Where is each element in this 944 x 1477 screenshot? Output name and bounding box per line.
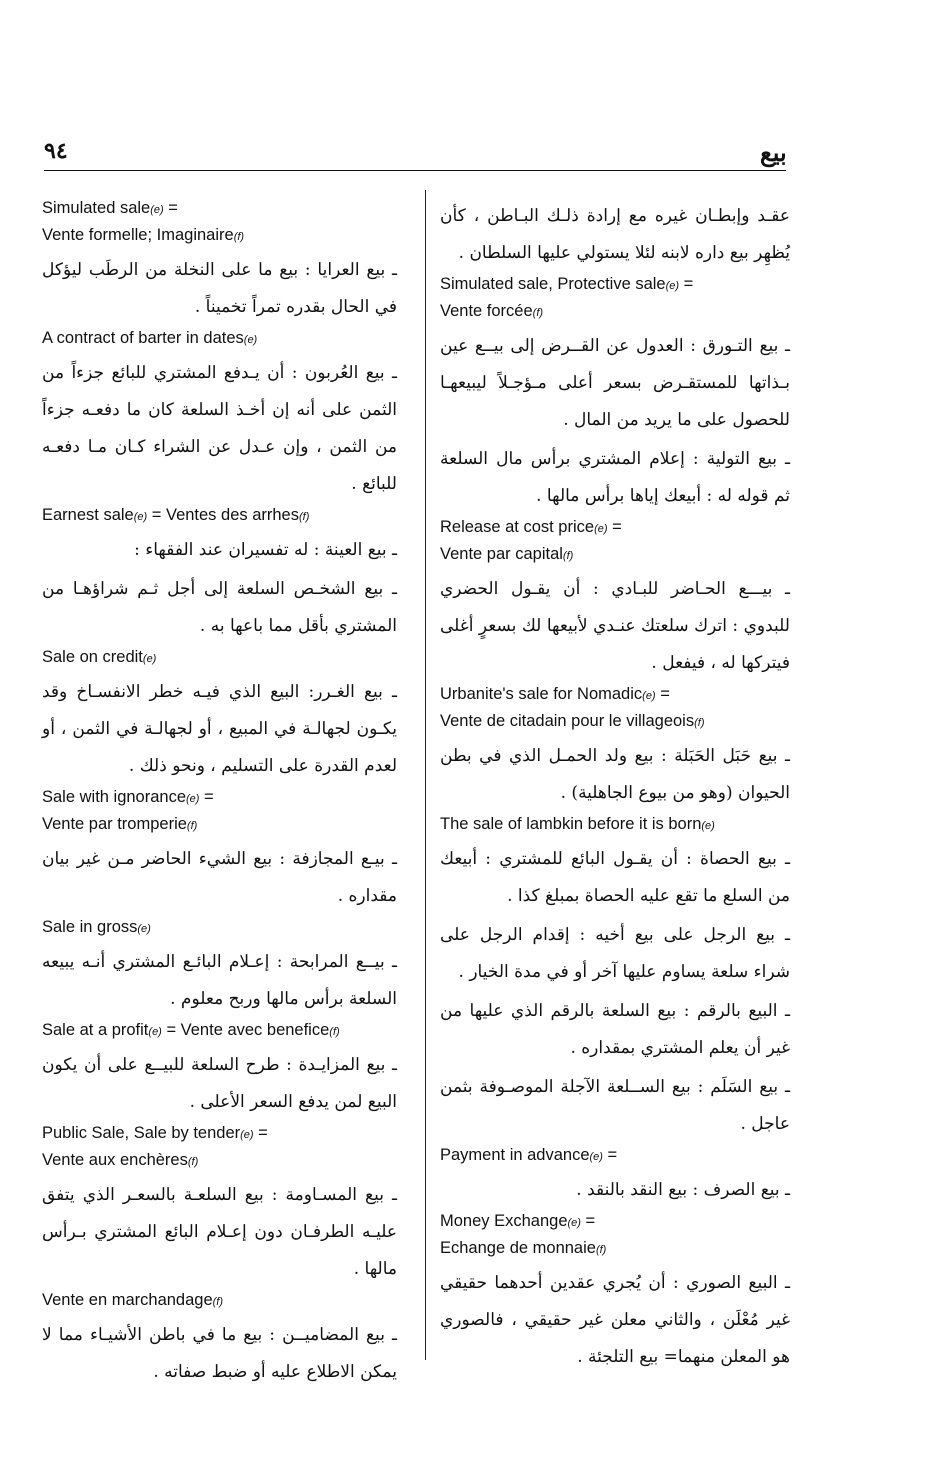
translation-text: Vente de citadain pour le villageois [440,712,695,730]
translation-line [440,1143,790,1170]
translation-text: Echange de monnaie [440,1239,596,1257]
translation-line [42,196,397,223]
translation-text: A contract of barter in dates [42,329,244,347]
translation-line [42,1121,397,1148]
language-tag: (f) [233,231,245,243]
language-tag: (e) [594,523,608,535]
translation-suffix: = [602,1146,618,1164]
translation-line [42,326,397,353]
language-tag: (e) [243,334,258,346]
translation-line [440,542,790,569]
arabic-definition: ـ بيـع المجازفة : بيع الشيء الحاضر مـن غير بيان مقداره . [42,849,397,906]
arabic-definition: ـ بيع العينة : له تفسيران عند الفقهاء : [134,540,397,560]
language-tag: (e) [186,793,200,805]
language-tag: (e) [150,204,164,216]
header-rule [44,170,786,171]
arabic-definition: ـ بيع السَلَم : بيع الســلعة الآجلة الموصـوفة بثمن عاجل . [440,1077,790,1134]
translation-suffix: = [199,788,214,806]
language-tag: (f) [595,1244,607,1256]
arabic-definition: ـ بيع العرايا : بيع ما على النخلة من الرطَب ليؤكل في الحال بقدره تمراً تخميناً . [42,260,397,317]
column-divider [425,190,426,1360]
arabic-definition: ـ البيع بالرقم : بيع السلعة بالرقم الذي عليها من غير أن يعلم المشتري بمقداره . [440,1001,790,1058]
arabic-definition: عقـد وإبطـان غيره مع إرادة ذلـك البـاطن ، كأن يُظهِر بيع داره لابنه لئلا يستولي عليها السلطان . [440,206,790,263]
translation-suffix: = Ventes des arrhes [147,506,299,524]
translation-text: Sale with ignorance [42,788,187,806]
arabic-definition: ـ البيع الصوري : أن يُجري عقدين أحدهما حقيقي غير مُعْلَن ، والثاني معلن غير حقيقي ، فالصوري هو المعلن منهما= بيع التلجئة . [440,1273,790,1367]
language-tag: (e) [589,1151,603,1163]
language-tag: (f) [186,820,198,832]
translation-line [440,515,790,542]
translation-line [42,1148,397,1175]
arabic-definition: ـ بيع التولية : إعلام المشتري برأس مال السلعة ثم قوله له : أبيعك إياها برأس مالها . [440,449,790,506]
arabic-definition: ـ بيع الحصاة : أن يقـول البائع للمشتري : أبيعك من السلع ما تقع عليه الحصاة بمبلغ كذا . [440,849,790,906]
translation-line [440,299,790,326]
language-tag: (e) [642,690,656,702]
translation-text: The sale of lambkin before it is born [440,815,702,833]
arabic-definition: ـ بيع المسـاومة : بيع السلعـة بالسعـر الذي يتفق عليـه الطرفـان دون إعـلام البائع المشتري بـرأس مالها . [42,1185,397,1279]
translation-suffix: = [580,1212,596,1230]
language-tag: (f) [212,1296,224,1308]
header-entry-word: بيع [760,138,787,167]
language-tag: (e) [240,1129,254,1141]
left-column [42,196,397,1391]
translation-text: Sale in gross [42,918,138,936]
arabic-definition: ـ بيع المزايـدة : طرح السلعة للبيــع على أن يكون البيع لمن يدفع السعر الأعلى . [42,1055,397,1112]
language-tag: (e) [567,1217,581,1229]
translation-text: Vente en marchandage [42,1291,213,1309]
language-tag: (f) [298,511,310,523]
translation-line [42,223,397,250]
translation-line [42,915,397,942]
translation-text: Vente forcée [440,302,533,320]
translation-text: Sale at a profit [42,1021,149,1039]
translation-suffix: = [607,518,622,536]
translation-line [440,682,790,709]
translation-line [42,1018,397,1045]
translation-text: Money Exchange [440,1212,568,1230]
right-column [440,196,790,1376]
translation-line [440,709,790,736]
arabic-definition: ـ بيع حَبَل الحَبَلة : بيع ولد الحمـل الذي في بطن الحيوان (وهو من بيوع الجاهلية) . [440,746,790,803]
arabic-definition: ـ بيع الرجل على بيع أخيه : إقدام الرجل على شراء سلعة يساوم عليها آخر أو في مدة الخيار . [440,925,790,982]
arabic-definition: ـ بيع الشخـص السلعة إلى أجل ثـم شراؤهـا من المشتري بأقل مما باعها به . [42,579,397,636]
translation-text: Release at cost price [440,518,595,536]
translation-text: Vente par capital [440,545,563,563]
translation-suffix: = [679,275,694,293]
translation-text: Payment in advance [440,1146,590,1164]
translation-text: Sale on credit [42,648,143,666]
translation-text: Simulated sale [42,199,151,217]
translation-text: Simulated sale, Protective sale [440,275,666,293]
page-number: ٩٤ [44,138,68,164]
arabic-definition: ـ بيـــع الحـاضر للبـادي : أن يقـول الحضري للبدوي : اترك سلعتك عنـدي لأبيعها لك بسعرٍ أغلى فيتركها له ، فيفعل . [440,579,790,673]
arabic-definition: ـ بيع الصرف : بيع النقد بالنقد . [576,1180,790,1200]
translation-suffix: = Vente avec benefice [161,1021,330,1039]
translation-line [42,503,397,530]
language-tag: (e) [701,820,715,832]
arabic-definition: ـ بيع المضاميــن : بيع ما في باطن الأشيـاء مما لا يمكن الاطلاع عليه أو ضبط صفاته . [42,1325,397,1382]
translation-text: Earnest sale [42,506,134,524]
translation-suffix: = [253,1124,268,1142]
translation-line [42,812,397,839]
translation-line [42,785,397,812]
translation-text: Vente formelle; Imaginaire [42,226,234,244]
arabic-definition: ـ بيع العُربون : أن يـدفع المشتري للبائع جزءاً من الثمن على أنه إن أخـذ السلعة كان ما دفعـه جزءاً من الثمن ، وإن عـدل عن الشراء كـان مـا دفعـه للبائع . [42,363,397,494]
translation-line [42,1288,397,1315]
language-tag: (e) [665,280,680,292]
translation-line [42,645,397,672]
language-tag: (f) [532,307,544,319]
language-tag: (f) [187,1156,199,1168]
arabic-definition: ـ بيع الغـرر: البيع الذي فيـه خطر الانفسـاخ وقد يكـون لجهالـة في المبيع ، أو لجهالـة في الثمن ، أو لعدم القدرة على التسليم ، ونحو ذلك . [42,682,397,776]
translation-text: Vente par tromperie [42,815,187,833]
language-tag: (f) [562,550,574,562]
translation-line [440,1236,790,1263]
translation-text: Public Sale, Sale by tender [42,1124,241,1142]
translation-line [440,1209,790,1236]
translation-line [440,272,790,299]
language-tag: (e) [133,511,148,523]
language-tag: (e) [137,923,151,935]
language-tag: (e) [142,653,157,665]
language-tag: (f) [329,1026,340,1038]
translation-text: Vente aux enchères [42,1151,188,1169]
translation-suffix: = [163,199,178,217]
translation-suffix: = [655,685,670,703]
arabic-definition: ـ بيــع المرابحة : إعـلام البائـع المشتري أنـه يبيعه السلعة برأس مالها وربح معلوم . [42,952,397,1009]
arabic-definition: ـ بيع التـورق : العدول عن القــرض إلى بيــع عين بـذاتها للمستقـرض بسعر أعلى مـؤجـلاً ليبيعهـا للحصول على ما يريد من المال . [440,336,790,430]
translation-text: Urbanite's sale for Nomadic [440,685,643,703]
translation-line [440,812,790,839]
language-tag: (e) [148,1026,162,1038]
language-tag: (f) [694,717,705,729]
